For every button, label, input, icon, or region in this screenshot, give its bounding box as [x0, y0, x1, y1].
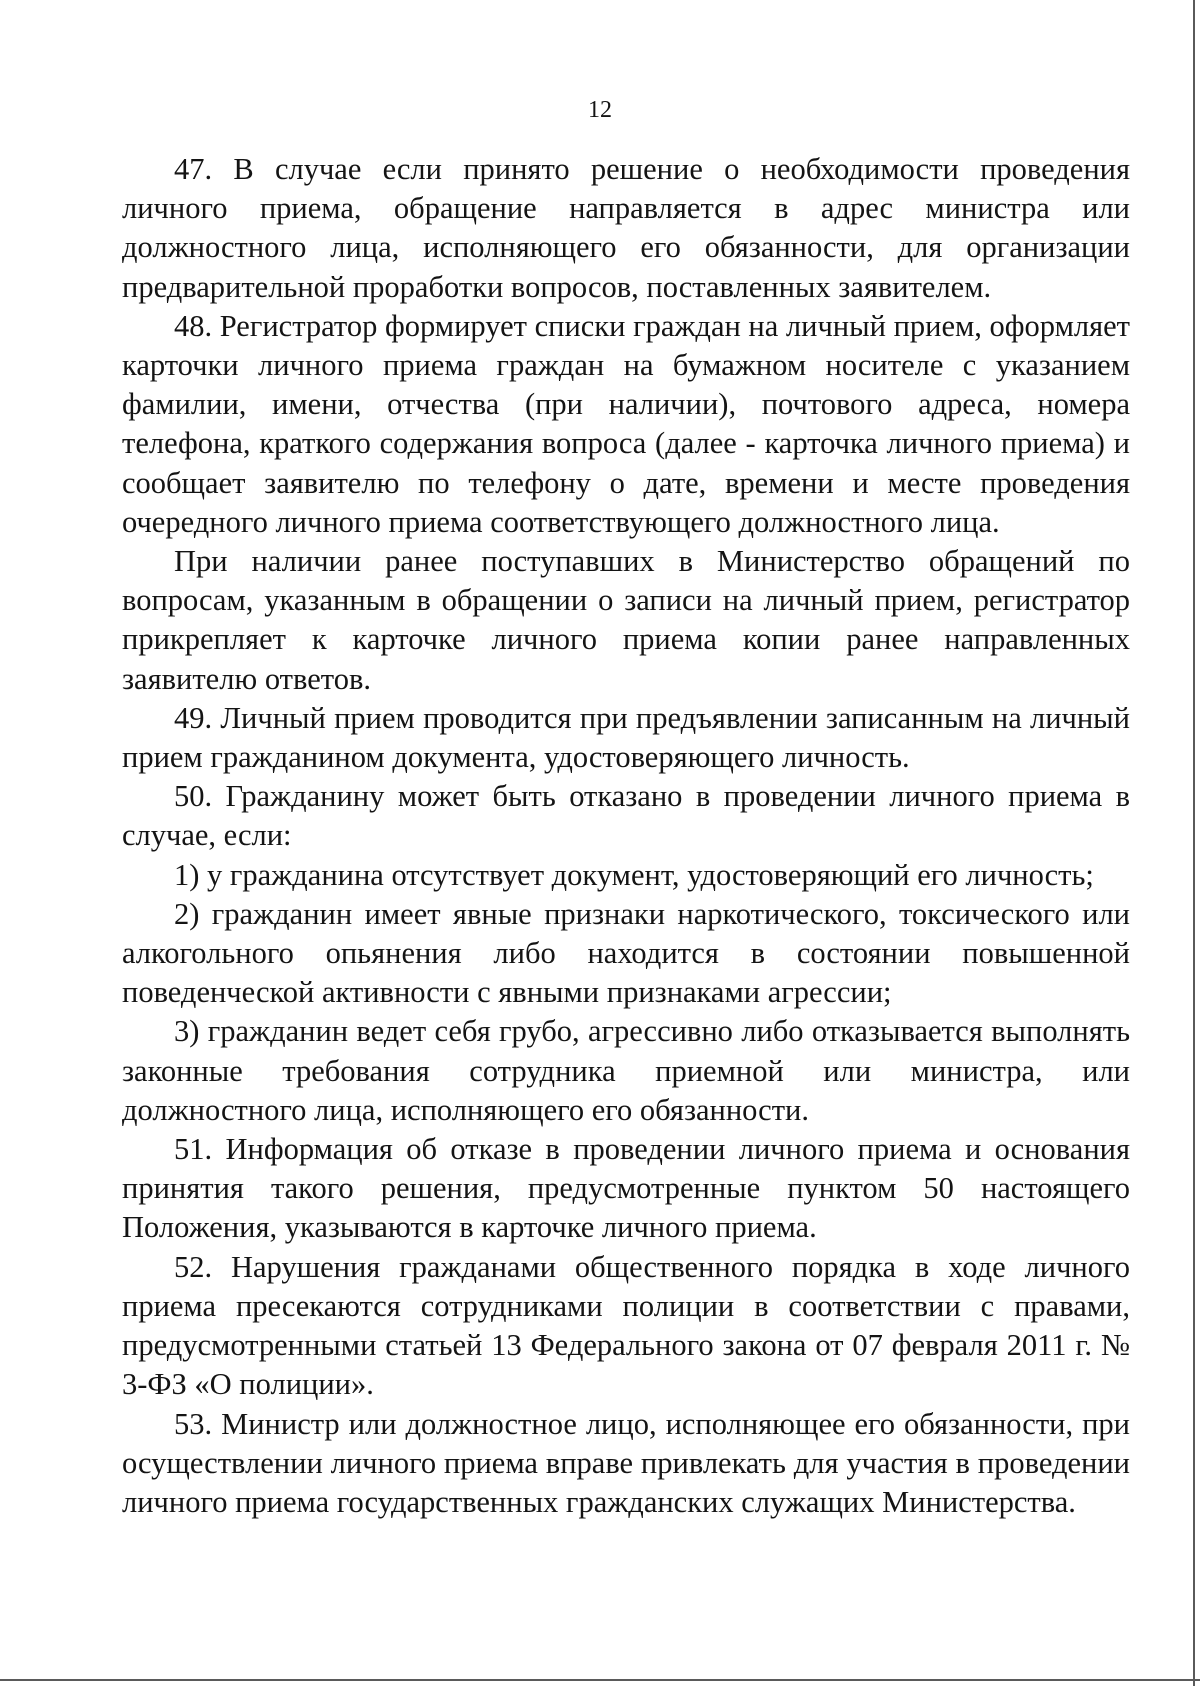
- list-item-1: 1) у гражданина отсутствует документ, удостоверяющий его личность;: [174, 857, 1094, 892]
- paragraph-49: 49. Личный прием проводится при предъявлении записанным на личный прием гражданином документа, удостоверяющего личность.: [122, 700, 1130, 775]
- paragraph-48: 48. Регистратор формирует списки граждан на личный прием, оформляет карточки личного приема граждан на бумажном носителе с указанием фамилии, имени, отчества (при наличии), почтового адреса, номера телефона, краткого содержания вопроса (далее - карточка личного приема) и сообщает заявителю по телефону о дате, времени и месте проведения очередного личного приема соответствующего должностного лица.: [122, 308, 1131, 539]
- paragraph-50: 50. Гражданину может быть отказано в проведении личного приема в случае, если:: [122, 779, 1130, 853]
- paragraph-47: 47. В случае если принято решение о необходимости проведения личного приема, обращение направляется в адрес министра или должностного лица, исполняющего его обязанности, для организации предварительной проработки вопросов, поставленных заявителем.: [122, 152, 1130, 304]
- list-item-3: 3) гражданин ведет себя грубо, агрессивно либо отказывается выполнять законные требования сотрудника приемной или министра, или должностного лица, исполняющего его обязанности.: [122, 1014, 1130, 1127]
- page-edge-bottom: [0, 1679, 1200, 1681]
- paragraph-52: 52. Нарушения гражданами общественного порядка в ходе личного приема пресекаются сотрудниками полиции в соответствии с правами, предусмотренными статьей 13 Федерального закона от 07 февраля 2011 г. № 3-ФЗ «О полиции».: [122, 1249, 1130, 1402]
- list-item-2: 2) гражданин имеет явные признаки наркотического, токсического или алкогольного опьянения либо находится в состоянии повышенной поведенческой активности с явными признаками агрессии;: [122, 896, 1130, 1010]
- paragraph-51: 51. Информация об отказе в проведении личного приема и основания принятия такого решения, предусмотренные пунктом 50 настоящего Положения, указываются в карточке личного приема.: [122, 1132, 1130, 1245]
- paragraph-53: 53. Министр или должностное лицо, исполняющее его обязанности, при осуществлении личного приема вправе привлекать для участия в проведении личного приема государственных гражданских служащих Министерства.: [122, 1406, 1130, 1519]
- document-body: [122, 150, 1130, 1522]
- paragraph-48-continuation: При наличии ранее поступавших в Министерство обращений по вопросам, указанным в обращении о записи на личный прием, регистратор прикрепляет к карточке личного приема копии ранее направленных заявителю ответов.: [122, 544, 1130, 696]
- page-number: 12: [588, 97, 612, 123]
- page-edge-right: [1193, 0, 1195, 1686]
